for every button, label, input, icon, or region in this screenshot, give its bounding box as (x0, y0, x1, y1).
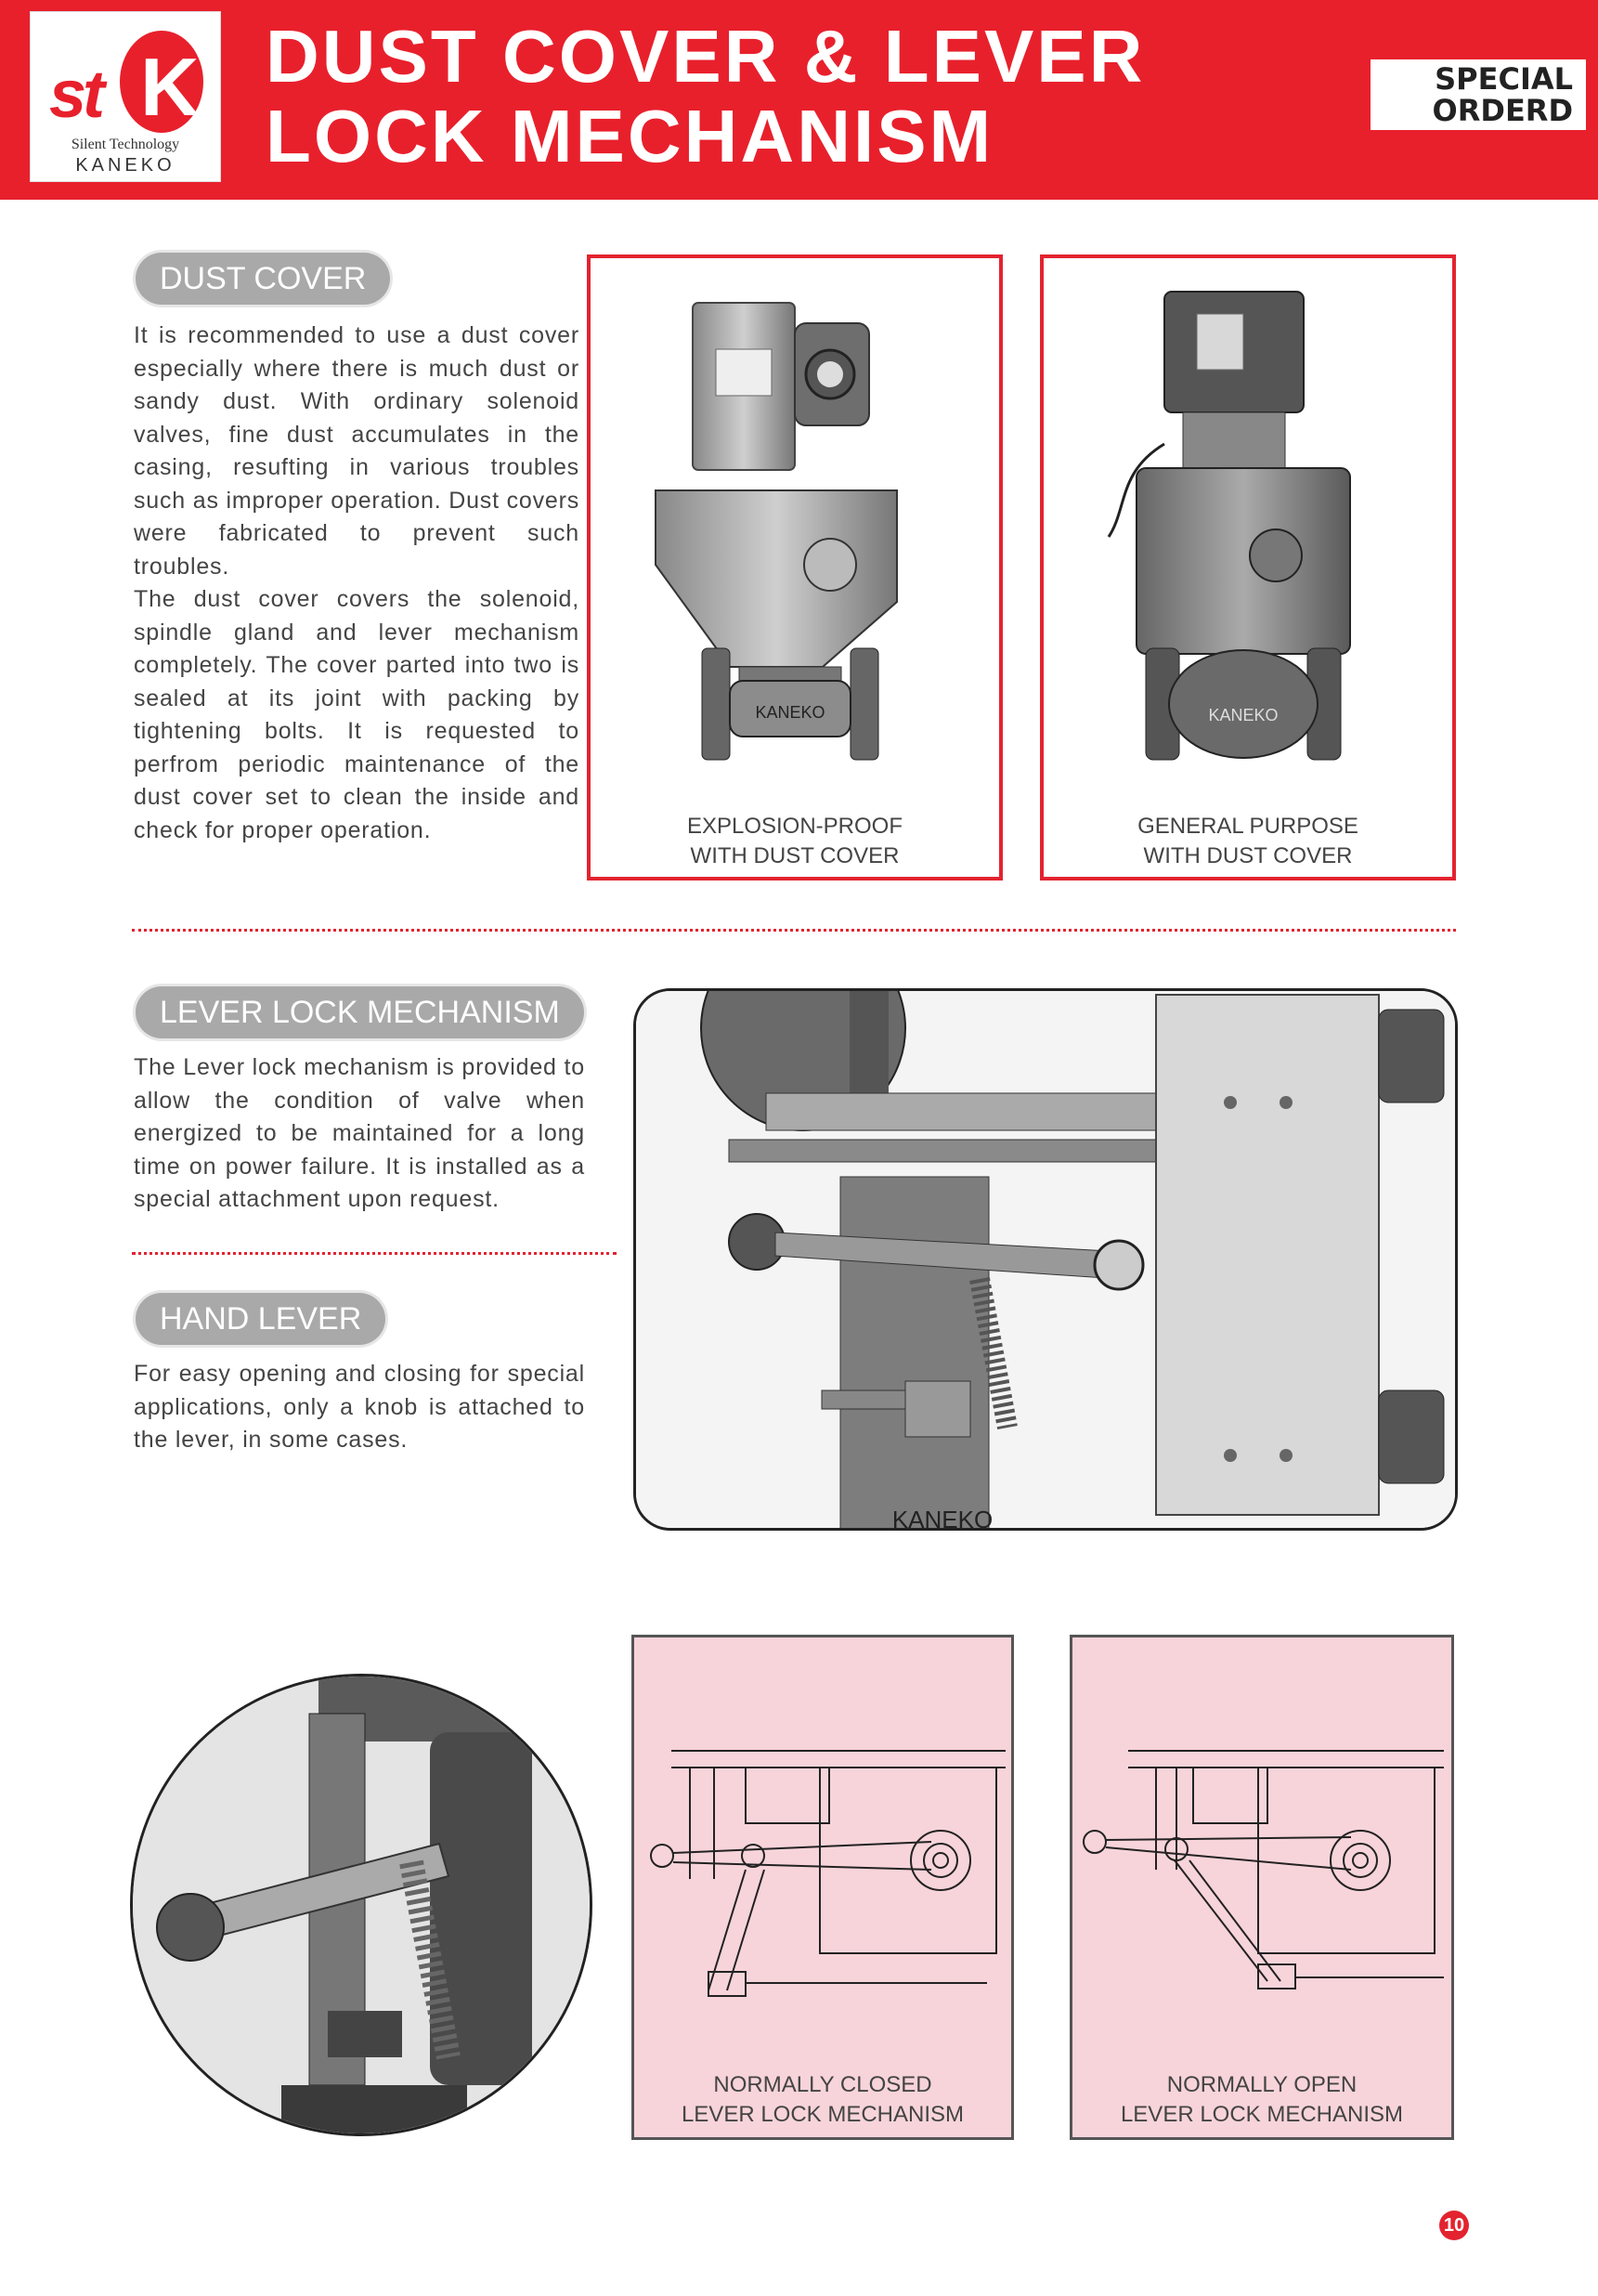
normally-open-drawing (1072, 1637, 1451, 2037)
normally-closed-drawing (634, 1637, 1011, 2037)
hand-lever-knob-image (133, 1676, 591, 2135)
general-purpose-valve-image (1044, 258, 1452, 778)
dust-cover-heading: DUST COVER (136, 253, 390, 305)
valve-stamp-text-1: KANEKO (755, 703, 825, 722)
logo-company-name: KANEKO (75, 155, 175, 176)
general-purpose-caption-line2: WITH DUST COVER (1143, 843, 1353, 868)
normally-closed-diagram (631, 1635, 1014, 2140)
lever-lock-stamp-text: KANEKO (891, 1506, 994, 1530)
badge-line1: SPECIAL (1435, 61, 1573, 97)
lever-lock-paragraph: The Lever lock mechanism is provided to allow the condition of valve when energized to be maintained for a long time on power failure. It is installed as a special attachment upon request. (134, 1054, 585, 1212)
section-divider-2 (132, 1252, 617, 1255)
normally-closed-caption-line1: NORMALLY CLOSED (713, 2072, 932, 2097)
dust-cover-text (134, 320, 579, 847)
section-divider (132, 929, 1456, 932)
hand-lever-heading: HAND LEVER (136, 1293, 385, 1345)
dust-cover-paragraph-2: The dust cover covers the solenoid, spindle gland and lever mechanism completely. The cover parted into two is sealed at its joint with packing by tightening bolts. It is requested to perfrom periodic maintenance of the dust cover set to clean the inside and check for proper operation. (134, 586, 579, 843)
valve-stamp-text-2: KANEKO (1208, 706, 1279, 724)
explosion-proof-caption-line2: WITH DUST COVER (690, 843, 900, 868)
page-number: 10 (1439, 2211, 1469, 2240)
normally-closed-caption-line2: LEVER LOCK MECHANISM (681, 2102, 965, 2127)
normally-open-diagram (1070, 1635, 1454, 2140)
page-title-line1: DUST COVER & LEVER (266, 15, 1146, 98)
page-title-line2: LOCK MECHANISM (266, 95, 994, 177)
normally-open-caption-line2: LEVER LOCK MECHANISM (1120, 2102, 1404, 2127)
general-purpose-photo-frame (1040, 254, 1456, 881)
special-order-badge (1371, 59, 1586, 130)
general-purpose-caption-line1: GENERAL PURPOSE (1137, 814, 1358, 839)
logo-st-text: st (49, 58, 102, 132)
hand-lever-paragraph: For easy opening and closing for special applications, only a knob is attached to the lever, in some cases. (134, 1361, 585, 1453)
page-title (266, 17, 1352, 176)
lever-lock-mechanism-image (636, 991, 1457, 1530)
logo-k-mark: K (120, 31, 203, 133)
hand-lever-closeup-photo (130, 1674, 592, 2136)
explosion-proof-caption-line1: EXPLOSION-PROOF (686, 814, 903, 839)
dust-cover-paragraph-1: It is recommended to use a dust cover especially where there is much dust or sandy dust. With ordinary solenoid valves, fine dust accumulates in the casing, resufting in various troubles such as improper operation. Dust covers were fabricated to prevent such troubles. (134, 322, 580, 580)
normally-open-caption-line1: NORMALLY OPEN (1166, 2072, 1358, 2097)
explosion-proof-photo-frame (587, 254, 1003, 881)
lever-lock-photo (633, 988, 1458, 1531)
kaneko-logo (30, 11, 221, 182)
explosion-proof-valve-image (591, 258, 999, 778)
logo-subtitle: Silent Technology (71, 137, 180, 152)
badge-line2: ORDERD (1432, 93, 1573, 128)
lever-lock-heading: LEVER LOCK MECHANISM (136, 986, 584, 1038)
